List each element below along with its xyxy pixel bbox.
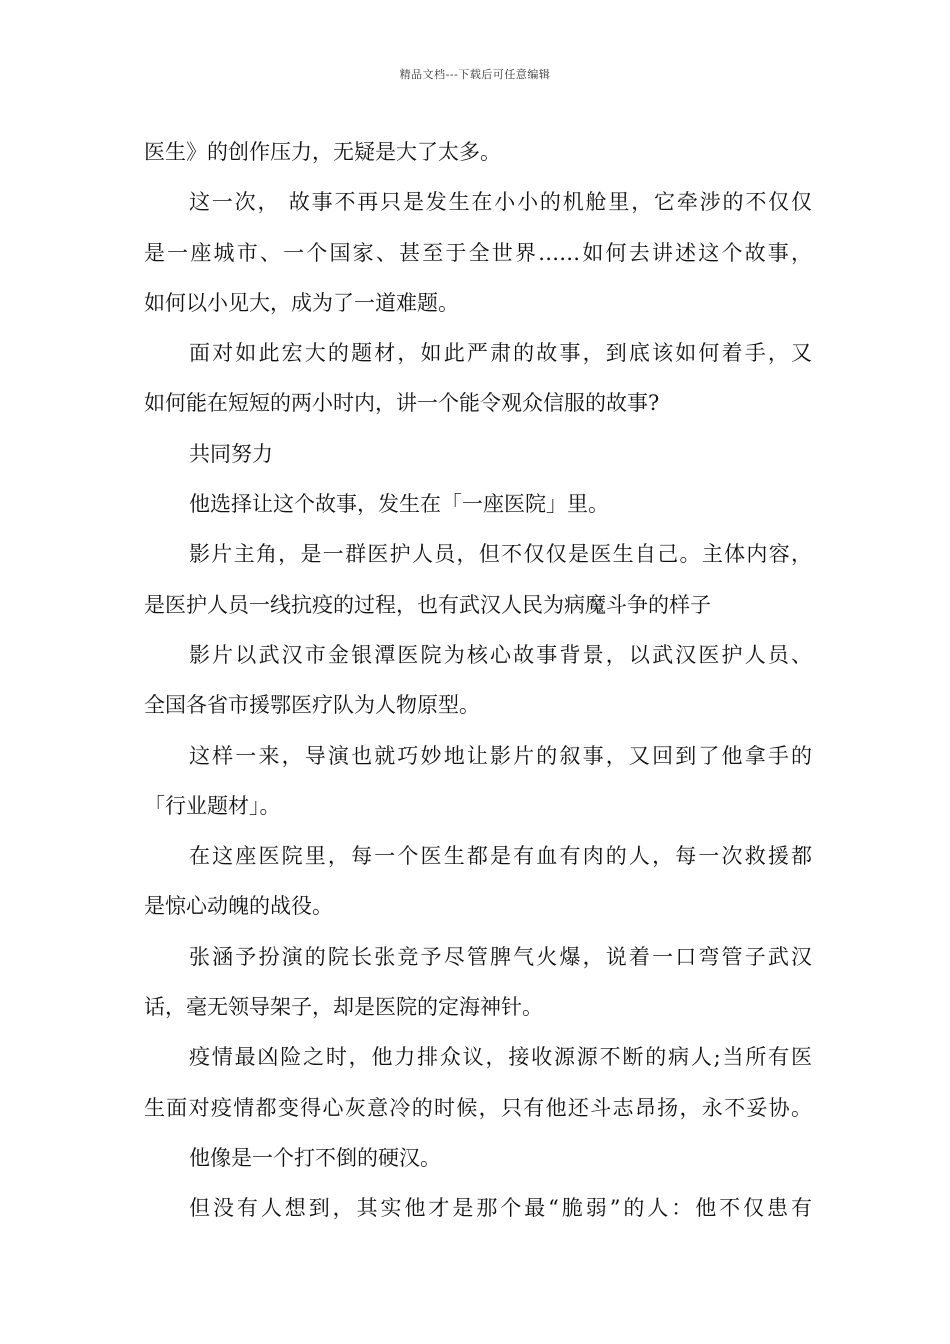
text-line: 是一座城市、一个国家、甚至于全世界……如何去讲述这个故事， (144, 240, 812, 265)
text-line: 在这座医院里，每一个医生都是有血有肉的人，每一次救援都 (189, 844, 812, 869)
text-line: 是惊心动魄的战役。 (144, 894, 333, 919)
text-line: 医生》的创作压力，无疑是大了太多。 (144, 140, 501, 164)
text-line: 话，毫无领导架子，却是医院的定海神针。 (144, 995, 543, 1020)
text-line: 他选择让这个故事，发生在「一座医院」里。 (189, 492, 609, 517)
text-line: 但没有人想到，其实他才是那个最“脆弱”的人：他不仅患有 (189, 1196, 812, 1221)
text-line: 是医护人员一线抗疫的过程，也有武汉人民为病魔斗争的样子 (144, 592, 711, 617)
text-line: 疫情最凶险之时，他力排众议，接收源源不断的病人;当所有医 (189, 1045, 812, 1070)
text-line: 如何以小见大，成为了一道难题。 (144, 290, 459, 315)
text-line: 影片以武汉市金银潭医院为核心故事背景，以武汉医护人员、 (189, 642, 812, 667)
page-header: 精品文档---下载后可任意编辑 (399, 68, 551, 81)
body-text (144, 133, 812, 1240)
text-line: 这一次， 故事不再只是发生在小小的机舱里，它牵涉的不仅仅 (189, 190, 812, 215)
text-line: 共同努力 (189, 441, 273, 466)
text-line: 全国各省市援鄂医疗队为人物原型。 (144, 693, 480, 718)
text-line: 生面对疫情都变得心灰意冷的时候，只有他还斗志昂扬，永不妥协。 (144, 1095, 812, 1120)
text-line: 张涵予扮演的院长张竞予尽管脾气火爆，说着一口弯管子武汉 (189, 944, 812, 969)
text-line: 「行业题材」。 (144, 793, 281, 818)
text-line: 他像是一个打不倒的硬汉。 (189, 1145, 441, 1170)
text-line: 面对如此宏大的题材，如此严肃的故事，到底该如何着手，又 (189, 341, 812, 366)
text-line: 如何能在短短的两小时内，讲一个能令观众信服的故事? (144, 391, 660, 416)
text-line: 影片主角，是一群医护人员，但不仅仅是医生自己。主体内容， (189, 542, 812, 567)
text-line: 这样一来，导演也就巧妙地让影片的叙事，又回到了他拿手的 (189, 743, 812, 768)
